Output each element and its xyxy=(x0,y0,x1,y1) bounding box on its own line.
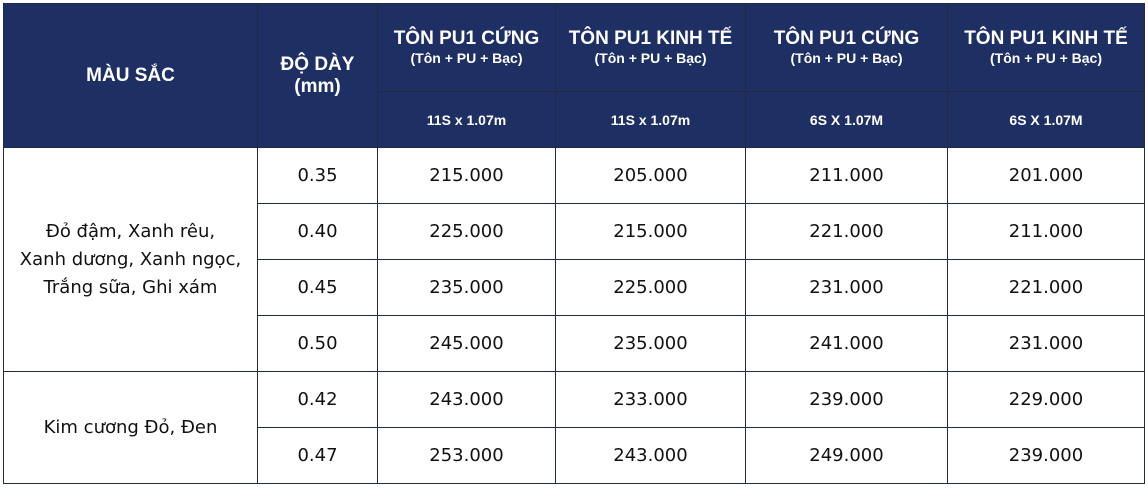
header-product-1 xyxy=(378,4,556,92)
price-cell: 231.000 xyxy=(948,316,1145,372)
price-cell: 211.000 xyxy=(746,148,948,204)
price-cell: 249.000 xyxy=(746,428,948,484)
product-composition: (Tôn + PU + Bạc) xyxy=(790,50,903,66)
thickness-cell: 0.45 xyxy=(258,260,378,316)
price-cell: 221.000 xyxy=(746,204,948,260)
price-cell: 241.000 xyxy=(746,316,948,372)
price-cell: 229.000 xyxy=(948,372,1145,428)
product-name: TÔN PU1 CỨNG xyxy=(773,28,920,49)
table-row xyxy=(4,372,1145,428)
price-cell: 225.000 xyxy=(556,260,746,316)
header-thickness-label: ĐỘ DÀY xyxy=(280,53,355,75)
price-table xyxy=(3,3,1145,484)
header-size-3: 6S X 1.07M xyxy=(746,92,948,148)
price-cell: 245.000 xyxy=(378,316,556,372)
price-cell: 205.000 xyxy=(556,148,746,204)
thickness-cell: 0.42 xyxy=(258,372,378,428)
price-cell: 243.000 xyxy=(378,372,556,428)
thickness-cell: 0.35 xyxy=(258,148,378,204)
header-size-2: 11S x 1.07m xyxy=(556,92,746,148)
header-thickness-unit: (mm) xyxy=(294,75,341,97)
product-name: TÔN PU1 KINH TẾ xyxy=(568,28,733,49)
color-line: Đỏ đậm, Xanh rêu, xyxy=(45,220,216,242)
thickness-cell: 0.50 xyxy=(258,316,378,372)
product-composition: (Tôn + PU + Bạc) xyxy=(594,50,707,66)
color-line: Xanh dương, Xanh ngọc, xyxy=(19,248,242,270)
thickness-cell: 0.40 xyxy=(258,204,378,260)
header-product-4 xyxy=(948,4,1145,92)
price-cell: 231.000 xyxy=(746,260,948,316)
color-line: Kim cương Đỏ, Đen xyxy=(43,416,218,438)
header-size-1: 11S x 1.07m xyxy=(378,92,556,148)
price-cell: 221.000 xyxy=(948,260,1145,316)
color-line: Trắng sữa, Ghi xám xyxy=(43,276,218,298)
price-cell: 239.000 xyxy=(948,428,1145,484)
product-composition: (Tôn + PU + Bạc) xyxy=(989,50,1103,66)
table-header xyxy=(4,4,1145,148)
table-body xyxy=(4,148,1145,484)
header-thickness xyxy=(258,4,378,148)
price-cell: 215.000 xyxy=(378,148,556,204)
price-cell: 225.000 xyxy=(378,204,556,260)
header-size-4: 6S X 1.07M xyxy=(948,92,1145,148)
price-cell: 235.000 xyxy=(378,260,556,316)
header-product-3 xyxy=(746,4,948,92)
price-cell: 253.000 xyxy=(378,428,556,484)
color-group-cell xyxy=(4,148,258,372)
header-product-2 xyxy=(556,4,746,92)
table-row xyxy=(4,148,1145,204)
color-group-cell xyxy=(4,372,258,484)
price-cell: 239.000 xyxy=(746,372,948,428)
price-cell: 201.000 xyxy=(948,148,1145,204)
price-cell: 243.000 xyxy=(556,428,746,484)
header-color-label: MÀU SẮC xyxy=(86,64,175,86)
price-cell: 215.000 xyxy=(556,204,746,260)
price-cell: 211.000 xyxy=(948,204,1145,260)
price-cell: 233.000 xyxy=(556,372,746,428)
header-color xyxy=(4,4,258,148)
product-composition: (Tôn + PU + Bạc) xyxy=(410,50,523,66)
thickness-cell: 0.47 xyxy=(258,428,378,484)
price-cell: 235.000 xyxy=(556,316,746,372)
product-name: TÔN PU1 CỨNG xyxy=(393,28,540,49)
product-name: TÔN PU1 KINH TẾ xyxy=(964,28,1128,49)
